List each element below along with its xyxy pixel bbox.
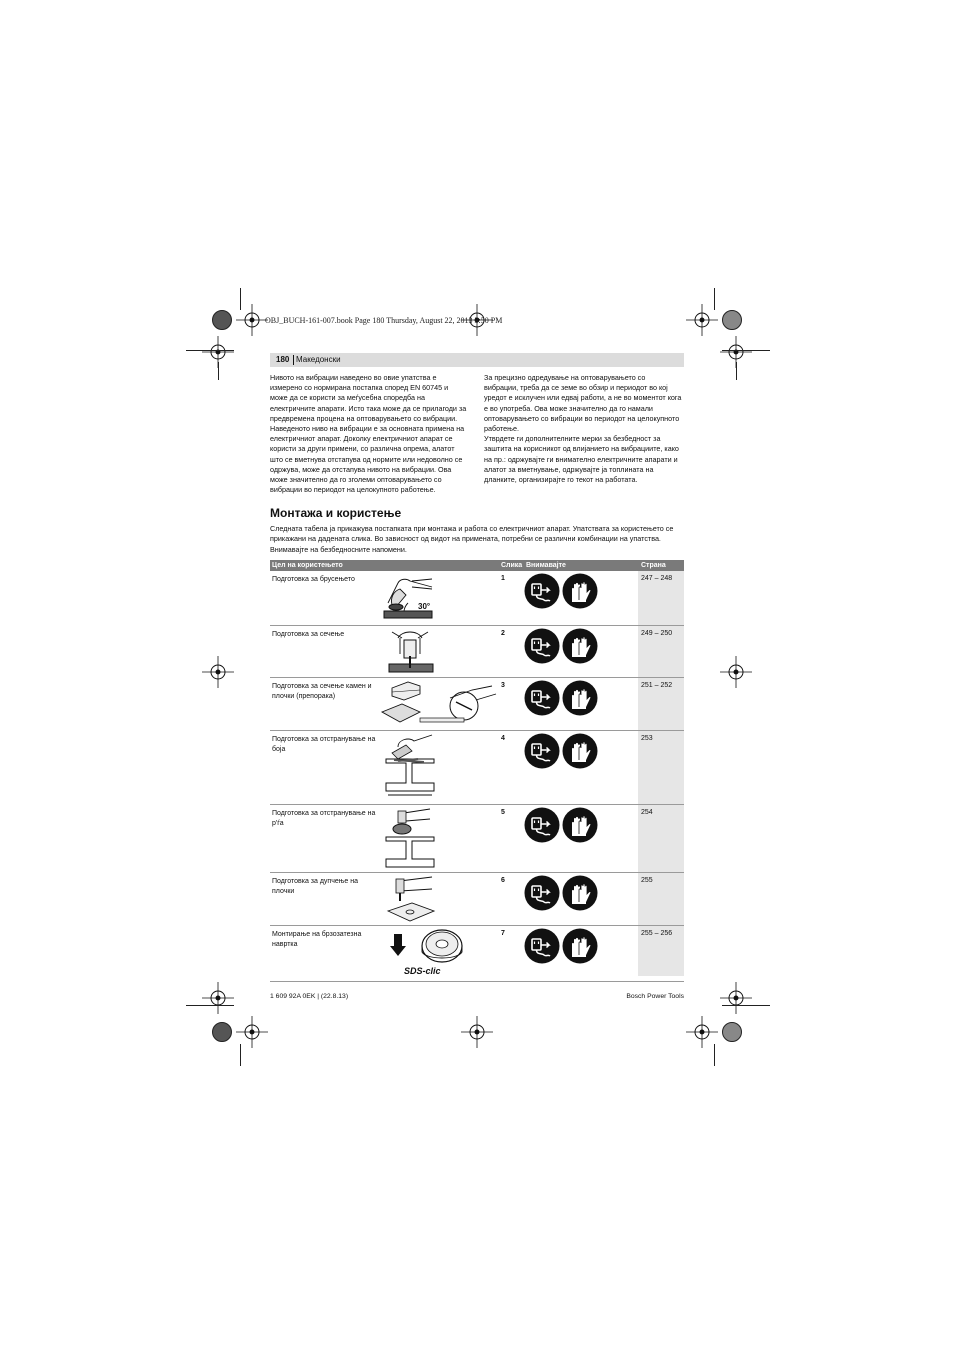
color-disc [722,1022,742,1042]
row-illustration [380,680,500,735]
gloves-icon [562,875,598,911]
right-column [484,373,689,485]
row-page-reference: 255 [641,877,653,884]
unplug-icon [524,928,560,964]
row-figure-number: 7 [501,930,505,937]
table-row [270,805,684,873]
table-body [270,571,684,982]
row-figure-number: 4 [501,735,505,742]
row-purpose: Подготовка за сечење [272,631,345,638]
registration-mark-icon [232,1012,272,1052]
print-info: OBJ_BUCH-161-007.book Page 180 Thursday, August 22, 2013 3:50 PM [265,316,503,325]
gloves-icon [562,573,598,609]
row-illustration [388,628,434,679]
row-illustration [386,928,466,985]
grinding-illustration [382,573,434,621]
unplug-icon [524,733,560,769]
col-header-attention: Внимавајте [526,561,566,569]
registration-mark-icon [716,652,756,692]
row-page-reference: 249 – 250 [641,630,673,637]
usage-table [270,560,684,982]
cutting-illustration [388,628,434,674]
color-disc [212,310,232,330]
row-purpose: Подготовка за брусењето [272,576,355,583]
section-title: Монтажа и користење [270,506,402,520]
row-figure-number: 1 [501,575,505,582]
page-number-separator [293,355,294,365]
gloves-icon [562,680,598,716]
page-language: Македонски [296,355,341,364]
angle-label: 30° [418,602,431,611]
row-figure-number: 5 [501,809,505,816]
col-header-figure: Слика [501,561,523,569]
unplug-icon [524,628,560,664]
row-illustration [382,573,434,626]
stone-cutting-illustration [380,680,500,730]
row-purpose: Подготовка за отстранување на боја [272,736,376,753]
sds-clic-illustration [386,928,466,980]
unplug-icon [524,680,560,716]
col-header-page: Страна [641,561,666,569]
registration-mark-icon [716,978,756,1018]
left-column [270,373,475,495]
table-row [270,873,684,926]
table-row [270,731,684,805]
row-purpose: Подготовка за дупчење на плочки [272,878,359,895]
row-figure-number: 6 [501,877,505,884]
gloves-icon [562,807,598,843]
row-page-reference: 254 [641,809,653,816]
registration-mark-icon [457,1012,497,1052]
row-page-reference: 255 – 256 [641,930,673,937]
registration-mark-icon [682,1012,722,1052]
row-illustration [384,733,436,806]
sds-clic-logo-text: SDS-clic [404,966,441,976]
tile-drilling-illustration [386,875,436,925]
gloves-icon [562,928,598,964]
registration-mark-icon [198,652,238,692]
section-intro: Следната табела ја прикажува постапката при монтажа и работа со електричниот апарат. Упатствата за користењето се прикажани на дадената слика. Во зависност од видот на примената, потребни се различни комбинации на упатства. Внимавајте на безбедносните напомени. [270,524,674,554]
row-page-reference: 247 – 248 [641,575,673,582]
unplug-icon [524,807,560,843]
color-disc [722,310,742,330]
table-row [270,678,684,731]
row-purpose: Подготовка за сечење камен и плочки (препорака) [272,683,372,700]
paragraph: За прецизно одредување на оптоварувањето со вибрации, треба да се земе во обзир и периодот во кој уредот е исклучен или едвај работи, а не во моментот кога е во употреба. Ова може значително да го намали оптоварувањето со вибрации во периодот на целокупното работење. [484,373,682,434]
table-row [270,626,684,678]
unplug-icon [524,875,560,911]
gloves-icon [562,733,598,769]
row-figure-number: 3 [501,682,505,689]
table-row [270,926,684,982]
gloves-icon [562,628,598,664]
row-figure-number: 2 [501,630,505,637]
paint-removal-illustration [384,733,436,801]
row-illustration [386,875,436,930]
unplug-icon [524,573,560,609]
paragraph: Утврдете ги дополнителните мерки за безбедност за заштита на корисникот од влијанието на вибрациите, како на пр.: одржувајте ги внимателно електричните апарати и алатот за вметнување, одржувајте ја топлината на дланките, организирајте го текот на работата. [484,434,679,485]
rust-removal-illustration [384,807,436,873]
row-purpose: Подготовка за отстранување на р'ѓа [272,810,376,827]
row-page-reference: 251 – 252 [641,682,673,689]
page-number: 180 [276,355,290,364]
footer-doc-id: 1 609 92A 0EK | (22.8.13) [270,993,349,1000]
paragraph: Нивото на вибрации наведено во овие упатства е измерено со нормирана постапка според EN 60745 и може да се користи за меѓусебна споредба на електричните апарати. Исто така може да се прилагоди за предвремена процена на оптоварувањето со вибрации. Наведеното ниво на вибрации е за основната примена на електричниот апарат. Доколку електричниот апарат се користи за други примени, со различна опрема, алатот што се вметнува отстапува од нормите или недоволно се одржува, може да отстапува нивото на вибрации. Ова може значително да го зголеми оптоварувањето со вибрации во периодот на целокупното работење. [270,373,467,495]
footer-brand: Bosch Power Tools [626,993,684,1000]
color-disc [212,1022,232,1042]
row-purpose: Монтирање на брзозатезна навртка [272,931,362,948]
row-illustration [384,807,436,878]
col-header-purpose: Цел на користењето [272,561,343,569]
table-row [270,571,684,626]
table-header [270,560,684,571]
row-page-reference: 253 [641,735,653,742]
